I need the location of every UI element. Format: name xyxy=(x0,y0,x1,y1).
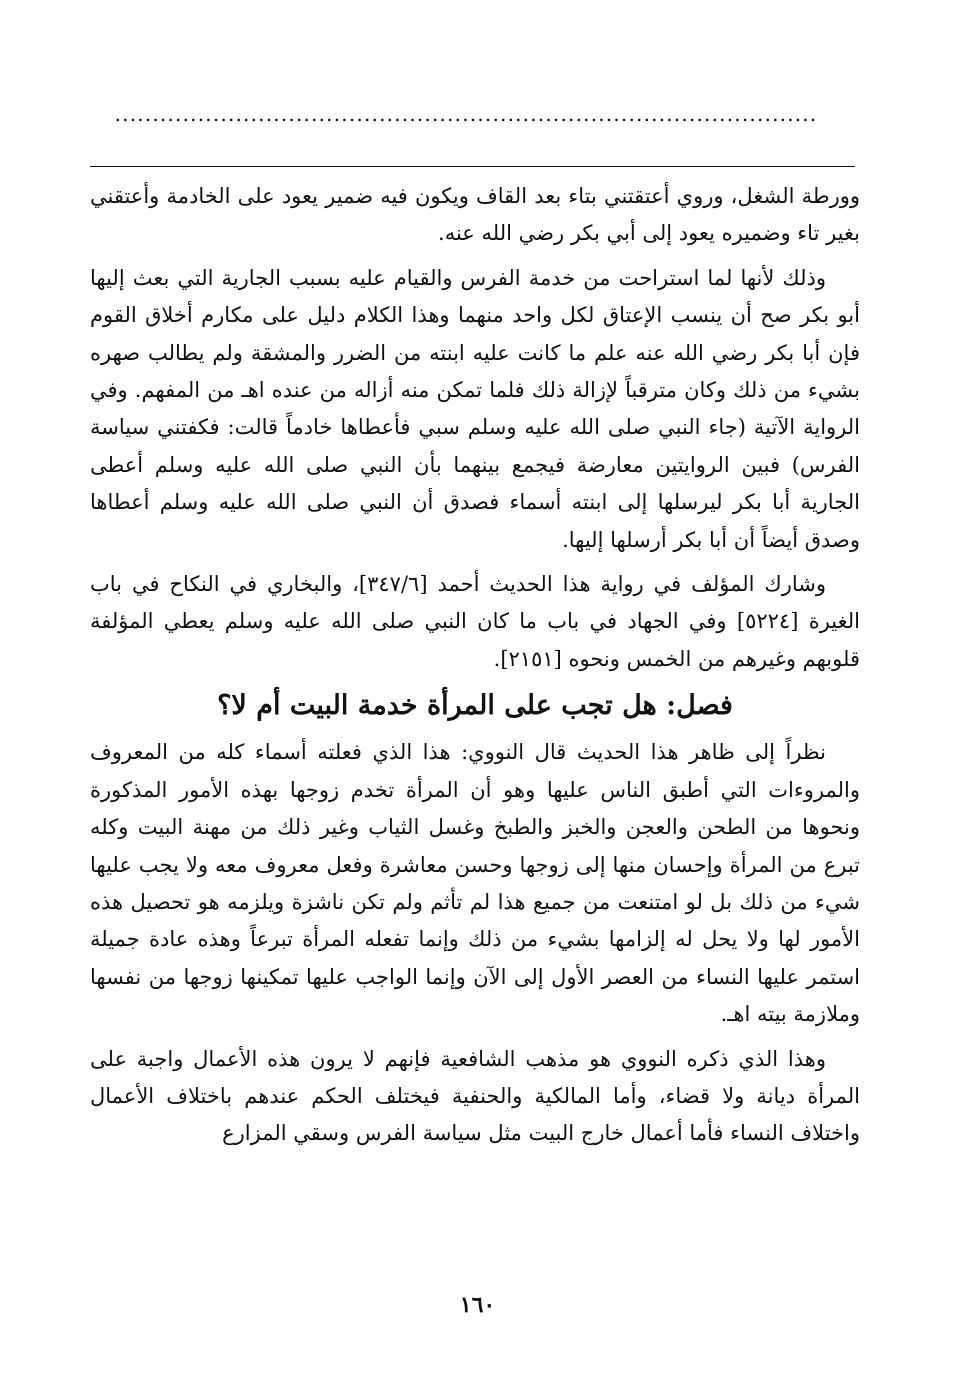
paragraph-3: وشارك المؤلف في رواية هذا الحديث أحمد [٣٤٧/٦]، والبخاري في النكاح في باب الغيرة [٥٢٢٤] وفي الجهاد في باب ما كان النبي صلى الله عليه وسلم يعطي المؤلفة قلوبهم وغيرهم من الخمس ونحوه [٢١٥١]. xyxy=(90,572,860,671)
paragraph-4: نظراً إلى ظاهر هذا الحديث قال النووي: هذا الذي فعلته أسماء كله من المعروف والمروءات التي أطبق الناس عليها وهو أن المرأة تخدم زوجها بهذه الأمور المذكورة ونحوها من الطحن والعجن والخبز والطبخ وغسل الثياب وغير ذلك من مهنة البيت وكله تبرع من المرأة وإحسان منها إلى زوجها وحسن معاشرة وفعل معروف معه ولا يجب عليها شيء من ذلك بل لو امتنعت من جميع هذا لم تأثم ولم تكن ناشزة ويلزمه هو تحصيل هذه الأمور لها ولا يحل له إلزامها بشيء من ذلك وإنما تفعله المرأة تبرعاً وهذه عادة جميلة استمر عليها النساء من العصر الأول إلى الآن وإنما الواجب عليها تمكينها زوجها من نفسها وملازمة بيته اهـ. xyxy=(90,740,860,1027)
paragraph-2: وذلك لأنها لما استراحت من خدمة الفرس والقيام عليه بسبب الجارية التي بعث إليها أبو بكر صح أن ينسب الإعتاق لكل واحد منهما وهذا الكلام دليل على مكارم أخلاق القوم فإن أبا بكر رضي الله عنه علم ما كانت عليه ابنته من الضرر والمشقة ولم يطالب صهره بشيء من ذلك وكان مترقباً لإزالة ذلك فلما تمكن منه أزاله من عنده اهـ من المفهم. وفي الرواية الآتية (جاء النبي صلى الله عليه وسلم سبي فأعطاها خادماً قالت: فكفتني سياسة الفرس) فبين الروايتين معارضة فيجمع بينهما بأن النبي صلى الله عليه وسلم أعطى الجارية أبا بكر ليرسلها إلى ابنته أسماء فصدق أن النبي صلى الله عليه وسلم أعطاها وصدق أيضاً أن أبا بكر أرسلها إليها. xyxy=(90,265,860,552)
page-body xyxy=(90,178,860,1153)
paragraph-5: وهذا الذي ذكره النووي هو مذهب الشافعية فإنهم لا يرون هذه الأعمال واجبة على المرأة ديانة ولا قضاء، وأما المالكية والحنفية فيختلف الحكم عندهم باختلاف الأعمال واختلاف النساء فأما أعمال خارج البيت مثل سياسة الفرس وسقي المزارع xyxy=(90,1046,860,1146)
section-heading: فصل: هل تجب على المرأة خدمة البيت أم لا؟ xyxy=(217,690,733,722)
dotted-separator: ............................................................................................. xyxy=(114,104,818,124)
page-number: ١٦٠ xyxy=(459,1292,496,1318)
footnote-rule xyxy=(90,166,855,167)
paragraph-1: وورطة الشغل، وروي أعتقتني بتاء بعد القاف ويكون فيه ضمير يعود على الخادمة وأعتقني بغير تاء وضميره يعود إلى أبي بكر رضي الله عنه. xyxy=(90,184,860,246)
